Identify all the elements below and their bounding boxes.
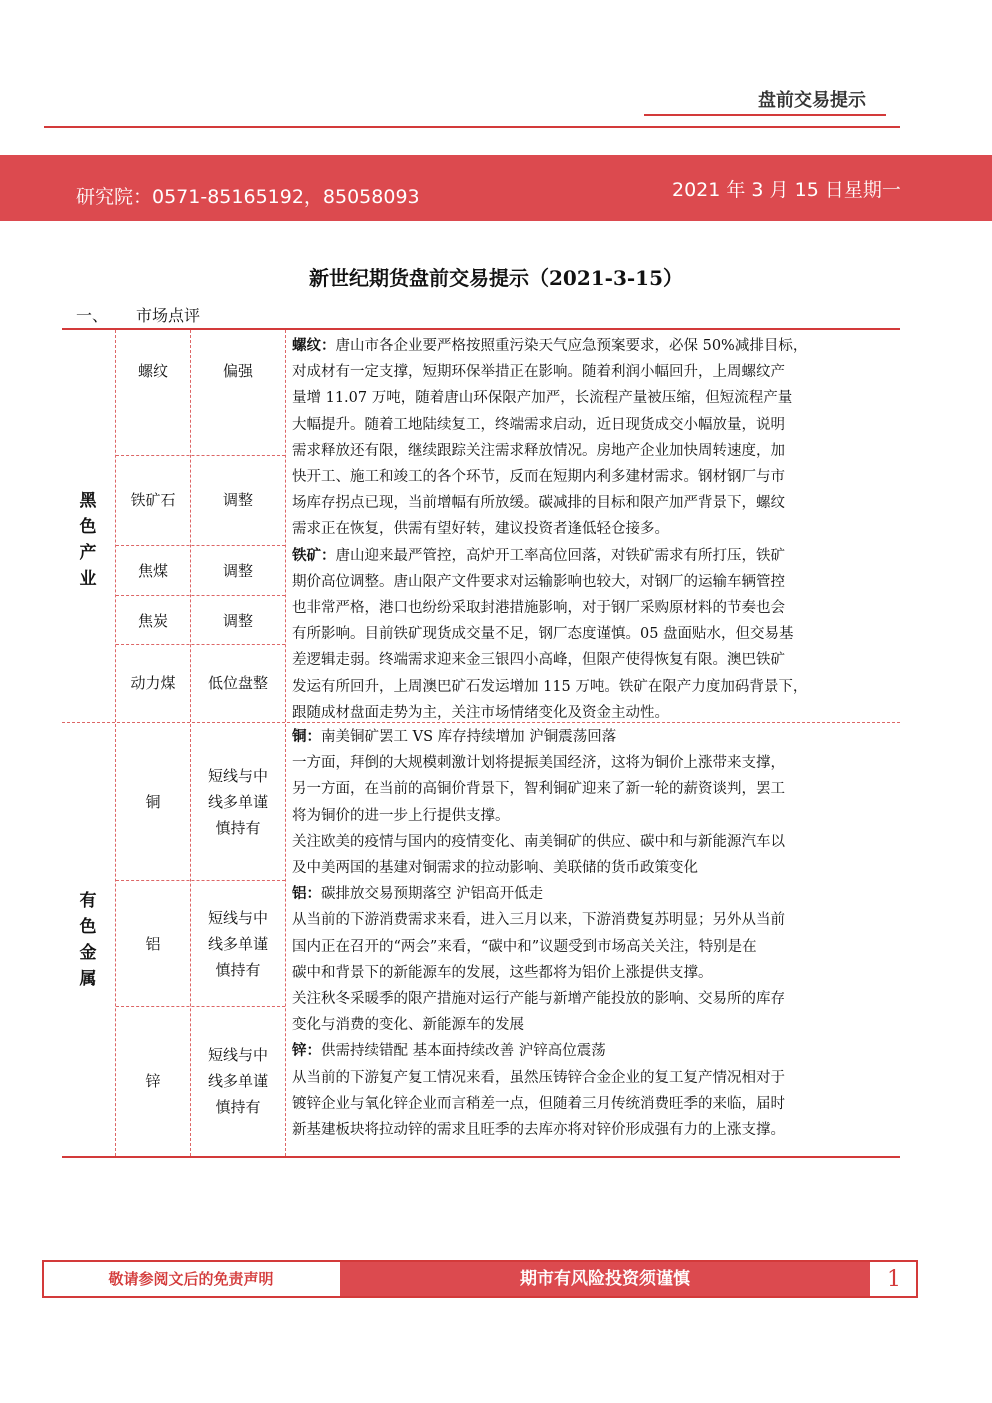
product-coke: 焦炭 bbox=[137, 612, 168, 630]
product-aluminum: 铝 bbox=[145, 935, 161, 953]
row-divider bbox=[116, 545, 285, 546]
section-title: 市场点评 bbox=[136, 306, 201, 325]
header-rule-short bbox=[644, 114, 886, 116]
view-rebar: 偏强 bbox=[222, 362, 253, 380]
commentary-metals: 铜：南美铜矿罢工 VS 库存持续增加 沪铜震荡回落 一方面，拜倒的大规模刺激计划将提振美国经济，这将为铜价上涨带来支撑， 另一方面，在当前的高铜价背景下，智利铜矿迎来了新一轮的薪资谈判，罢工 将为铜价的进一步上行提供支撑。 关注欧美的疫情与国内的疫情变化、南美铜矿的供应、碳中和与新能源汽车以 及中美两国的基建对铜需求的拉动影响、美联储的货币政策变化 铝：碳排放交易预期落空 沪铝高开低走 从当前的下游消费需求来看，进入三月以来，下游消费复苏明显；另外从当前 国内正在召开的“两会”来看，“碳中和”议题受到市场高关关注，特别是在 碳中和背景下的新能源车的发展，这些都将为铝价上涨提供支撑。 关注秋冬采暖季的限产措施对运行产能与新增产能投放的影响、交易所的库存 变化与消费的变化、新能源车的发展 锌：供需持续错配 基本面持续改善 沪锌高位震荡 从当前的下游复产复工情况来看，虽然压铸锌合金企业的复工复产情况相对于 镀锌企业与氧化锌企业而言稍差一点，但随着三月传统消费旺季的来临，届时 新基建板块将拉动锌的需求且旺季的去库亦将对锌价形成强有力的上涨支撑。 bbox=[292, 728, 785, 1139]
rebar-label: 螺纹： bbox=[292, 337, 336, 354]
disclaimer-link[interactable]: 敬请参阅文后的免责声明 bbox=[108, 1270, 274, 1288]
product-coking-coal: 焦煤 bbox=[137, 562, 168, 580]
page-number: 1 bbox=[887, 1267, 901, 1292]
view-coking-coal: 调整 bbox=[222, 562, 253, 580]
row-divider bbox=[116, 595, 285, 596]
row-divider bbox=[116, 880, 285, 881]
product-rebar: 螺纹 bbox=[137, 362, 168, 380]
view-coke: 调整 bbox=[222, 612, 253, 630]
table-bottom-rule bbox=[62, 1156, 900, 1158]
commentary-black: 螺纹：唐山市各企业要严格按照重污染天气应急预案要求，必保 50%减排目标， 对成材有一定支撑，短期环保举措正在影响。随着利润小幅回升，上周螺纹产 量增 11.07 万吨，随着唐山环保限产加严，长流程产量被压缩，但短流程产量 大幅提升。随着工地陆续复工，终端需求启动，近日现货成交小幅放量，说明 需求释放还有限，继续跟踪关注需求释放情况。房地产企业加快周转速度，加 快开工、施工和竣工的各个环节，反而在短期内利多建材需求。钢材钢厂与市 场库存拐点已现，当前增幅有所放缓。碳减排的目标和限产加严背景下，螺纹 需求正在恢复，供需有望好转，建议投资者逢低轻仓接多。 铁矿：唐山迎来最严管控，高炉开工率高位回落，对铁矿需求有所打压，铁矿 期价高位调整。唐山限产文件要求对运输影响也较大，对钢厂的运输车辆管控 也非常严格，港口也纷纷采取封港措施影响，对于钢厂采购原材料的节奏也会 有所影响。目前铁矿现货成交量不足，钢厂态度谨慎。05 盘面贴水，但交易基 差逻辑走弱。终端需求迎来金三银四小高峰，但限产使得恢复有限。澳巴铁矿 发运有所回升，上周澳巴矿石发运增加 115 万吨。铁矿在限产力度加码背景下， 跟随成材盘面走势为主，关注市场情绪变化及资金主动性。 bbox=[292, 337, 808, 721]
product-iron-ore: 铁矿石 bbox=[130, 491, 176, 509]
risk-warning: 期市有风险投资须谨慎 bbox=[340, 1262, 870, 1296]
col-divider bbox=[190, 330, 192, 1156]
copper-label: 铜： bbox=[292, 728, 321, 745]
view-iron-ore: 调整 bbox=[222, 491, 253, 509]
view-zinc: 短线与中 线多单谨 慎持有 bbox=[207, 1046, 268, 1116]
row-divider bbox=[116, 1006, 285, 1007]
header-title: 盘前交易提示 bbox=[758, 90, 866, 111]
category-black: 黑 色 产 业 bbox=[79, 491, 97, 589]
table-top-rule bbox=[62, 328, 900, 330]
aluminum-label: 铝： bbox=[292, 885, 321, 903]
view-aluminum: 短线与中 线多单谨 慎持有 bbox=[207, 909, 268, 979]
col-divider bbox=[285, 330, 287, 1156]
row-divider bbox=[116, 644, 285, 645]
product-thermal-coal: 动力煤 bbox=[130, 674, 176, 692]
contact-info: 研究院：0571-85165192，85058093 bbox=[76, 186, 420, 208]
product-copper: 铜 bbox=[145, 793, 161, 811]
view-thermal-coal: 低位盘整 bbox=[207, 674, 268, 692]
view-copper: 短线与中 线多单谨 慎持有 bbox=[207, 767, 268, 837]
product-zinc: 锌 bbox=[145, 1072, 161, 1090]
section-heading bbox=[76, 303, 200, 326]
col-divider bbox=[115, 330, 117, 1156]
section-number: 一、 bbox=[76, 306, 109, 325]
row-divider bbox=[116, 455, 285, 456]
document-title: 新世纪期货盘前交易提示（2021-3-15） bbox=[308, 266, 683, 290]
zinc-label: 锌： bbox=[292, 1042, 321, 1060]
category-nonferrous: 有 色 金 属 bbox=[79, 891, 97, 989]
header-rule-long bbox=[44, 126, 900, 128]
iron-label: 铁矿： bbox=[292, 546, 336, 564]
report-date: 2021 年 3 月 15 日星期一 bbox=[672, 179, 901, 201]
